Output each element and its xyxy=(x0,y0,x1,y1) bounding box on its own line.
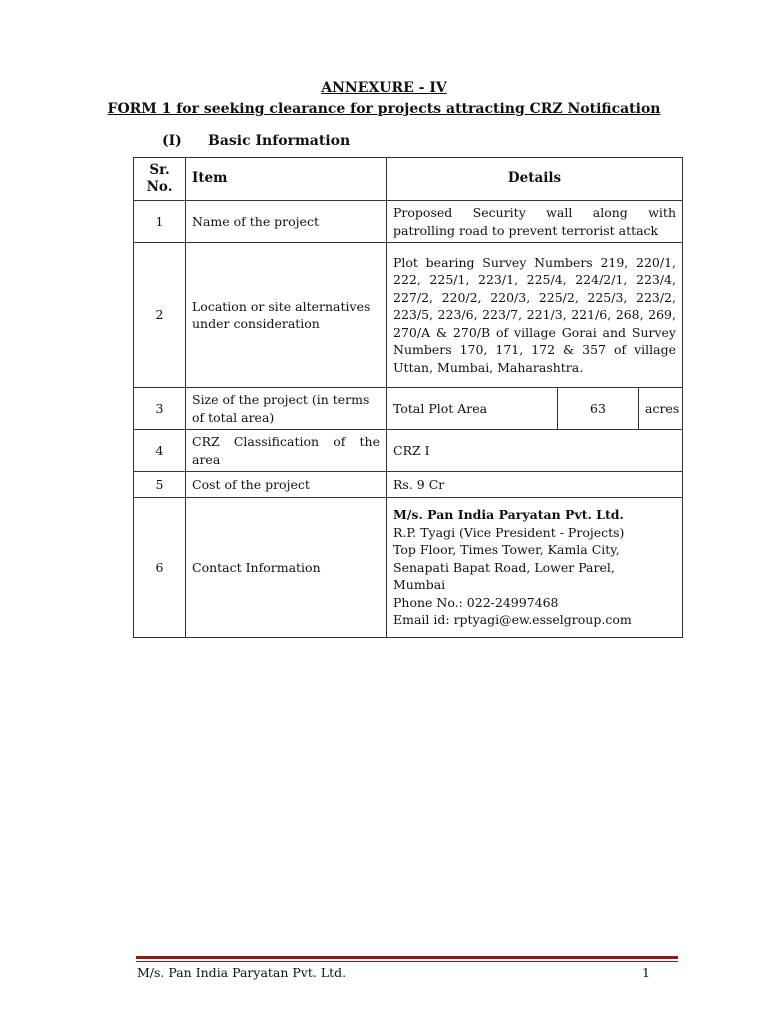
table-row xyxy=(134,201,683,243)
footer-rule xyxy=(136,956,678,959)
annexure-heading: ANNEXURE - IV xyxy=(321,80,447,96)
total-plot-area-label: Total Plot Area xyxy=(387,388,558,430)
section-number: (I) xyxy=(162,133,182,149)
total-plot-area-value: 63 xyxy=(558,388,639,430)
contact-company: M/s. Pan India Paryatan Pvt. Ltd. xyxy=(393,507,624,523)
contact-address-line-1: Top Floor, Times Tower, Kamla City, xyxy=(393,542,620,558)
basic-information-table xyxy=(133,157,683,638)
header-sr-no: Sr. No. xyxy=(134,158,186,201)
table-row xyxy=(134,243,683,388)
row-sr-no: 6 xyxy=(134,498,186,638)
table-row xyxy=(134,430,683,472)
form-title: FORM 1 for seeking clearance for projects attracting CRZ Notification xyxy=(107,101,661,117)
footer-rule-thin xyxy=(136,961,678,962)
row-sr-no: 4 xyxy=(134,430,186,472)
contact-details xyxy=(387,498,683,638)
row-sr-no: 2 xyxy=(134,243,186,388)
row-details: Proposed Security wall along with patrolling road to prevent terrorist attack xyxy=(387,201,683,243)
row-item: Size of the project (in terms of total area) xyxy=(186,388,387,430)
footer-page-number: 1 xyxy=(642,965,650,980)
table-row xyxy=(134,498,683,638)
row-sr-no: 1 xyxy=(134,201,186,243)
footer-company: M/s. Pan India Paryatan Pvt. Ltd. xyxy=(137,965,347,980)
row-details: Rs. 9 Cr xyxy=(387,472,683,498)
row-sr-no: 5 xyxy=(134,472,186,498)
row-item: CRZ Classification of the area xyxy=(186,430,387,472)
row-item: Contact Information xyxy=(186,498,387,638)
row-details: CRZ I xyxy=(387,430,683,472)
contact-city: Mumbai xyxy=(393,577,446,593)
total-plot-area-unit: acres xyxy=(639,388,683,430)
row-item: Name of the project xyxy=(186,201,387,243)
table-header-row xyxy=(134,158,683,201)
table-row xyxy=(134,388,683,430)
table-row xyxy=(134,472,683,498)
contact-person: R.P. Tyagi (Vice President - Projects) xyxy=(393,524,625,540)
row-sr-no: 3 xyxy=(134,388,186,430)
row-item: Location or site alternatives under consideration xyxy=(186,243,387,388)
section-heading xyxy=(162,133,350,149)
row-item: Cost of the project xyxy=(186,472,387,498)
section-title: Basic Information xyxy=(208,133,351,149)
header-item: Item xyxy=(186,158,387,201)
contact-email: Email id: rptyagi@ew.esselgroup.com xyxy=(393,612,632,628)
row-details: Plot bearing Survey Numbers 219, 220/1, 222, 225/1, 223/1, 225/4, 224/2/1, 223/4, 227/2, 220/2, 220/3, 225/2, 225/3, 223/2, 223/5, 223/6, 223/7, 221/3, 221/6, 268, 269, 270/A & 270/B of village Gorai and Survey Numbers 170, 171, 172 & 357 of village Uttan, Mumbai, Maharashtra. xyxy=(387,243,683,388)
header-details: Details xyxy=(387,158,683,201)
contact-phone: Phone No.: 022-24997468 xyxy=(393,594,559,610)
contact-address-line-2: Senapati Bapat Road, Lower Parel, xyxy=(393,559,615,575)
